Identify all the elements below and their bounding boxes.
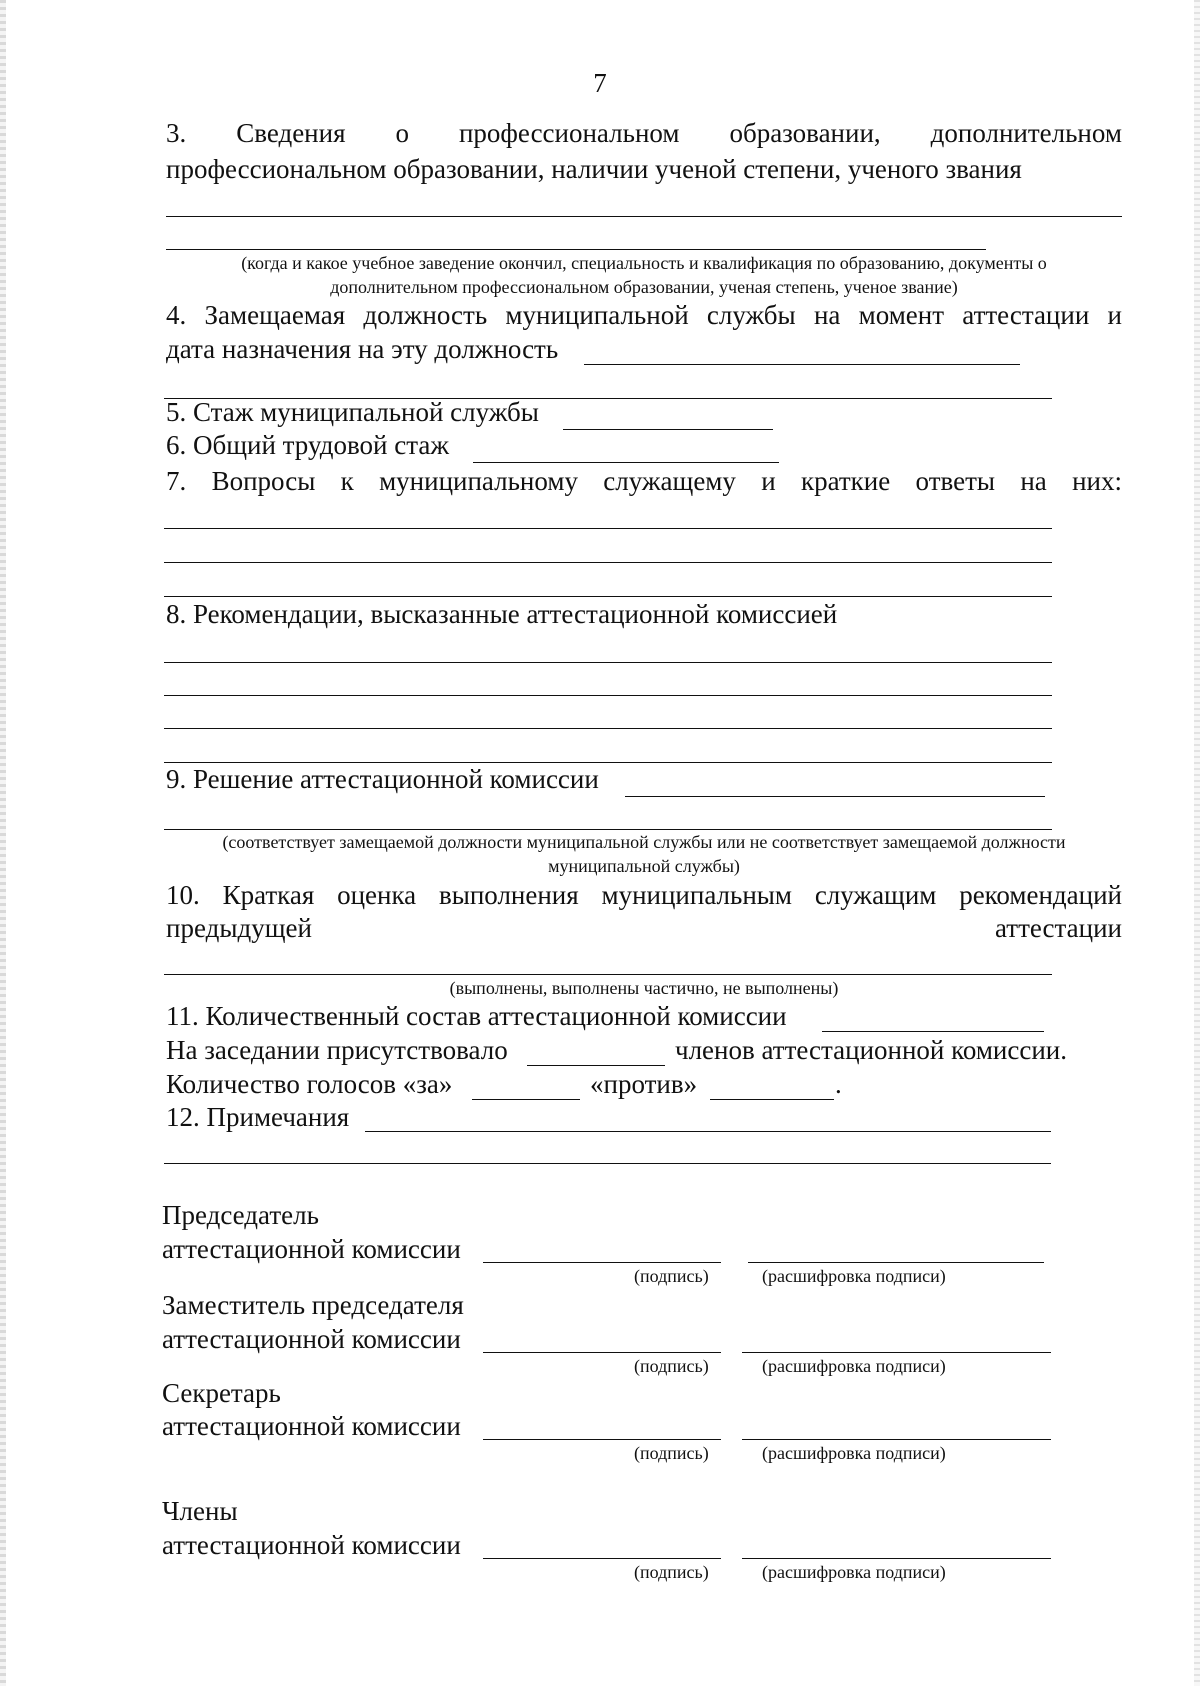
signature-commission-label: аттестационной комиссии [162, 1324, 461, 1354]
recommendations-field-line[interactable] [164, 762, 1052, 763]
votes-end-period: . [835, 1069, 842, 1099]
section-6-label: 6. Общий трудовой стаж [166, 430, 449, 460]
section-3-word: профессиональном [458, 118, 680, 148]
section-3-heading [166, 120, 1122, 147]
votes-against-label: «против» [590, 1069, 698, 1099]
scan-edge-right [1194, 0, 1200, 1686]
recommendations-field-line[interactable] [164, 662, 1052, 663]
signature-decode-line[interactable] [748, 1262, 1044, 1263]
decode-hint: (расшифровка подписи) [762, 1443, 946, 1463]
section-10-hint: (выполнены, выполнены частично, не выполнены) [449, 978, 839, 998]
assessment-field-line[interactable] [164, 974, 1052, 975]
signature-commission-label: аттестационной комиссии [162, 1411, 461, 1441]
recommendations-field-line[interactable] [164, 728, 1052, 729]
municipal-service-field-line[interactable] [563, 429, 773, 430]
section-9-hint: муниципальной службы) [548, 856, 740, 876]
section-10-right: аттестации [995, 913, 1122, 943]
section-3-line2: профессиональном образовании, наличии ученой степени, ученого звания [166, 154, 1022, 184]
section-5-label: 5. Стаж муниципальной службы [166, 397, 539, 427]
section-9-hint: (соответствует замещаемой должности муниципальной службы или не соответствует замещаемой должности [222, 832, 1066, 852]
section-11-label: 11. Количественный состав аттестационной комиссии [166, 1001, 787, 1031]
section-3-word: 3. [166, 118, 187, 148]
signature-role: Председатель [162, 1200, 319, 1230]
section-4-line2: дата назначения на эту должность [166, 334, 559, 364]
present-label-end: членов аттестационной комиссии. [675, 1035, 1068, 1065]
section-10-left: предыдущей [166, 913, 312, 943]
signature-line[interactable] [483, 1439, 721, 1440]
decode-hint: (расшифровка подписи) [762, 1356, 946, 1376]
signature-hint: (подпись) [634, 1443, 709, 1463]
education-field-line[interactable] [166, 249, 986, 250]
section-10-line1: 10. Краткая оценка выполнения муниципальным служащим рекомендаций [166, 880, 1122, 910]
total-experience-field-line[interactable] [473, 462, 779, 463]
section-3-word: образовании, [729, 118, 881, 148]
answers-field-line[interactable] [164, 596, 1052, 597]
signature-decode-line[interactable] [742, 1439, 1051, 1440]
signature-hint: (подпись) [634, 1356, 709, 1376]
recommendations-field-line[interactable] [164, 695, 1052, 696]
education-field-line[interactable] [166, 216, 1122, 217]
section-3-word: дополнительном [930, 118, 1122, 148]
scan-edge-left [0, 0, 6, 1686]
answers-field-line[interactable] [164, 528, 1052, 529]
section-3-hint: дополнительном профессиональном образовании, ученая степень, ученое звание) [330, 277, 958, 297]
signature-role: Секретарь [162, 1378, 281, 1408]
section-7-label: 7. Вопросы к муниципальному служащему и краткие ответы на них: [166, 466, 1122, 496]
section-4-line1: 4. Замещаемая должность муниципальной службы на момент аттестации и [166, 300, 1122, 330]
decision-field-line[interactable] [164, 829, 1052, 830]
commission-size-field-line[interactable] [822, 1031, 1044, 1032]
section-3-hint: (когда и какое учебное заведение окончил, специальность и квалификация по образованию, документы о [241, 253, 1047, 273]
decode-hint: (расшифровка подписи) [762, 1266, 946, 1286]
signature-commission-label: аттестационной комиссии [162, 1530, 461, 1560]
signature-commission-label: аттестационной комиссии [162, 1234, 461, 1264]
section-12-label: 12. Примечания [166, 1102, 350, 1132]
signature-decode-line[interactable] [742, 1558, 1051, 1559]
present-count-field-line[interactable] [527, 1065, 665, 1066]
decode-hint: (расшифровка подписи) [762, 1562, 946, 1582]
signature-hint: (подпись) [634, 1266, 709, 1286]
votes-for-label: Количество голосов «за» [166, 1069, 453, 1099]
signature-decode-line[interactable] [742, 1352, 1051, 1353]
signature-role: Заместитель председателя [162, 1290, 464, 1320]
signature-hint: (подпись) [634, 1562, 709, 1582]
notes-field-line[interactable] [164, 1163, 1051, 1164]
present-label: На заседании присутствовало [166, 1035, 508, 1065]
votes-for-field-line[interactable] [472, 1099, 580, 1100]
signature-role: Члены [162, 1496, 238, 1526]
notes-field-line[interactable] [365, 1131, 1051, 1132]
answers-field-line[interactable] [164, 562, 1052, 563]
decision-field-line[interactable] [625, 796, 1045, 797]
section-9-label: 9. Решение аттестационной комиссии [166, 764, 599, 794]
signature-line[interactable] [483, 1262, 721, 1263]
page-number: 7 [593, 68, 607, 98]
signature-line[interactable] [483, 1558, 721, 1559]
position-field-line[interactable] [584, 364, 1020, 365]
section-3-word: о [395, 118, 409, 148]
section-3-word: Сведения [236, 118, 346, 148]
votes-against-field-line[interactable] [710, 1099, 834, 1100]
section-8-label: 8. Рекомендации, высказанные аттестационной комиссией [166, 599, 838, 629]
signature-line[interactable] [483, 1352, 721, 1353]
